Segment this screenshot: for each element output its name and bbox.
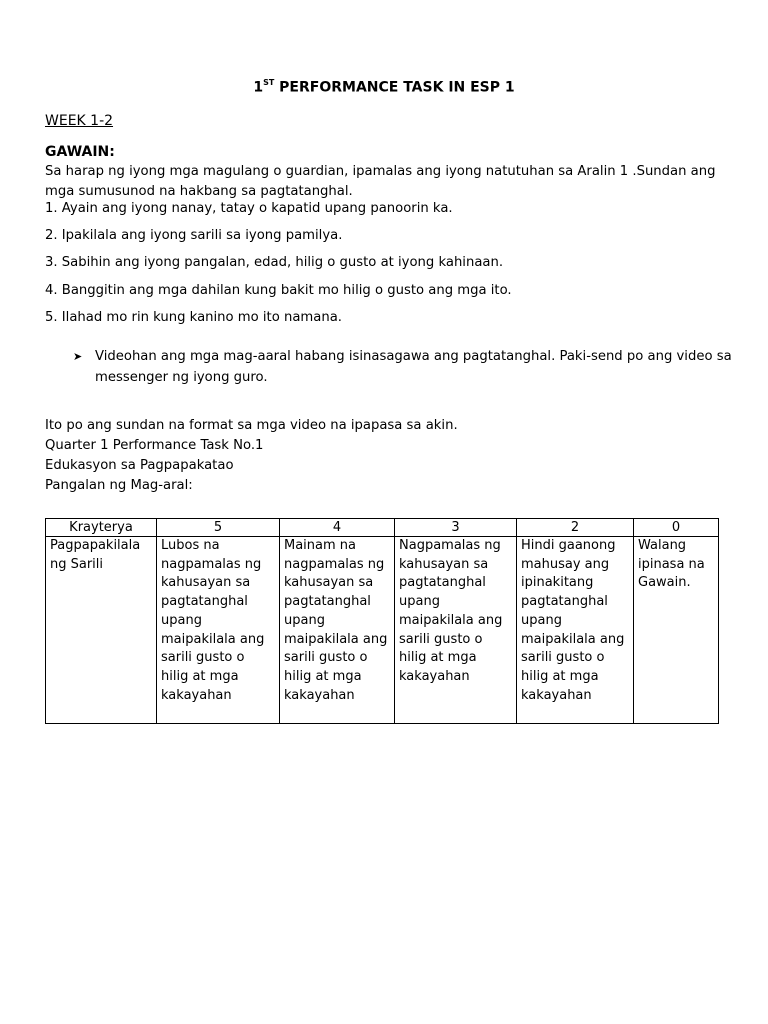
- title-superscript: ST: [263, 78, 275, 87]
- format-line: Quarter 1 Performance Task No.1: [45, 438, 264, 453]
- header-score-2: 2: [517, 519, 634, 537]
- step-item: 4. Banggitin ang mga dahilan kung bakit mo hilig o gusto ang mga ito.: [45, 283, 512, 298]
- rubric-table: [45, 518, 719, 724]
- header-score-0: 0: [634, 519, 719, 537]
- rubric-header-row: [46, 519, 719, 537]
- header-score-4: 4: [280, 519, 395, 537]
- step-item: 2. Ipakilala ang iyong sarili sa iyong pamilya.: [45, 228, 343, 243]
- cell-score-2: Hindi gaanong mahusay ang ipinakitang pagtatanghal upang maipakilala ang sarili gusto o hilig at mga kakayahan: [517, 537, 634, 724]
- video-instruction: [73, 346, 733, 388]
- title-text: PERFORMANCE TASK IN ESP 1: [274, 79, 515, 96]
- step-item: 5. Ilahad mo rin kung kanino mo ito namana.: [45, 310, 342, 325]
- format-line: Edukasyon sa Pagpapakatao: [45, 458, 234, 473]
- step-item: 3. Sabihin ang iyong pangalan, edad, hilig o gusto at iyong kahinaan.: [45, 255, 504, 270]
- intro-paragraph: Sa harap ng iyong mga magulang o guardian, ipamalas ang iyong natutuhan sa Aralin 1 .Sundan ang mga sumusunod na hakbang sa pagtatanghal.: [45, 164, 716, 199]
- cell-score-4: Mainam na nagpamalas ng kahusayan sa pagtatanghal upang maipakilala ang sarili gusto o hilig at mga kakayahan: [280, 537, 395, 724]
- header-score-3: 3: [395, 519, 517, 537]
- header-score-5: 5: [157, 519, 280, 537]
- cell-criteria: Pagpapakilala ng Sarili: [46, 537, 157, 724]
- format-block: [45, 416, 458, 496]
- arrow-bullet-icon: ➤: [73, 350, 83, 363]
- title-number: 1: [253, 79, 264, 96]
- cell-score-5: Lubos na nagpamalas ng kahusayan sa pagtatanghal upang maipakilala ang sarili gusto o hilig at mga kakayahan: [157, 537, 280, 724]
- gawain-heading: GAWAIN:: [45, 144, 115, 160]
- week-label: WEEK 1-2: [45, 113, 114, 129]
- document-title: [0, 79, 768, 96]
- header-criteria: Krayterya: [46, 519, 157, 537]
- cell-score-0: Walang ipinasa na Gawain.: [634, 537, 719, 724]
- table-row: [46, 537, 719, 724]
- step-item: 1. Ayain ang iyong nanay, tatay o kapatid upang panoorin ka.: [45, 201, 453, 216]
- format-line: Pangalan ng Mag-aral:: [45, 478, 193, 493]
- format-line: Ito po ang sundan na format sa mga video na ipapasa sa akin.: [45, 418, 458, 433]
- video-instruction-text: Videohan ang mga mag-aaral habang isinasagawa ang pagtatanghal. Paki-send po ang video sa messenger ng iyong guro.: [95, 349, 732, 385]
- cell-score-3: Nagpamalas ng kahusayan sa pagtatanghal upang maipakilala ang sarili gusto o hilig at mga kakayahan: [395, 537, 517, 724]
